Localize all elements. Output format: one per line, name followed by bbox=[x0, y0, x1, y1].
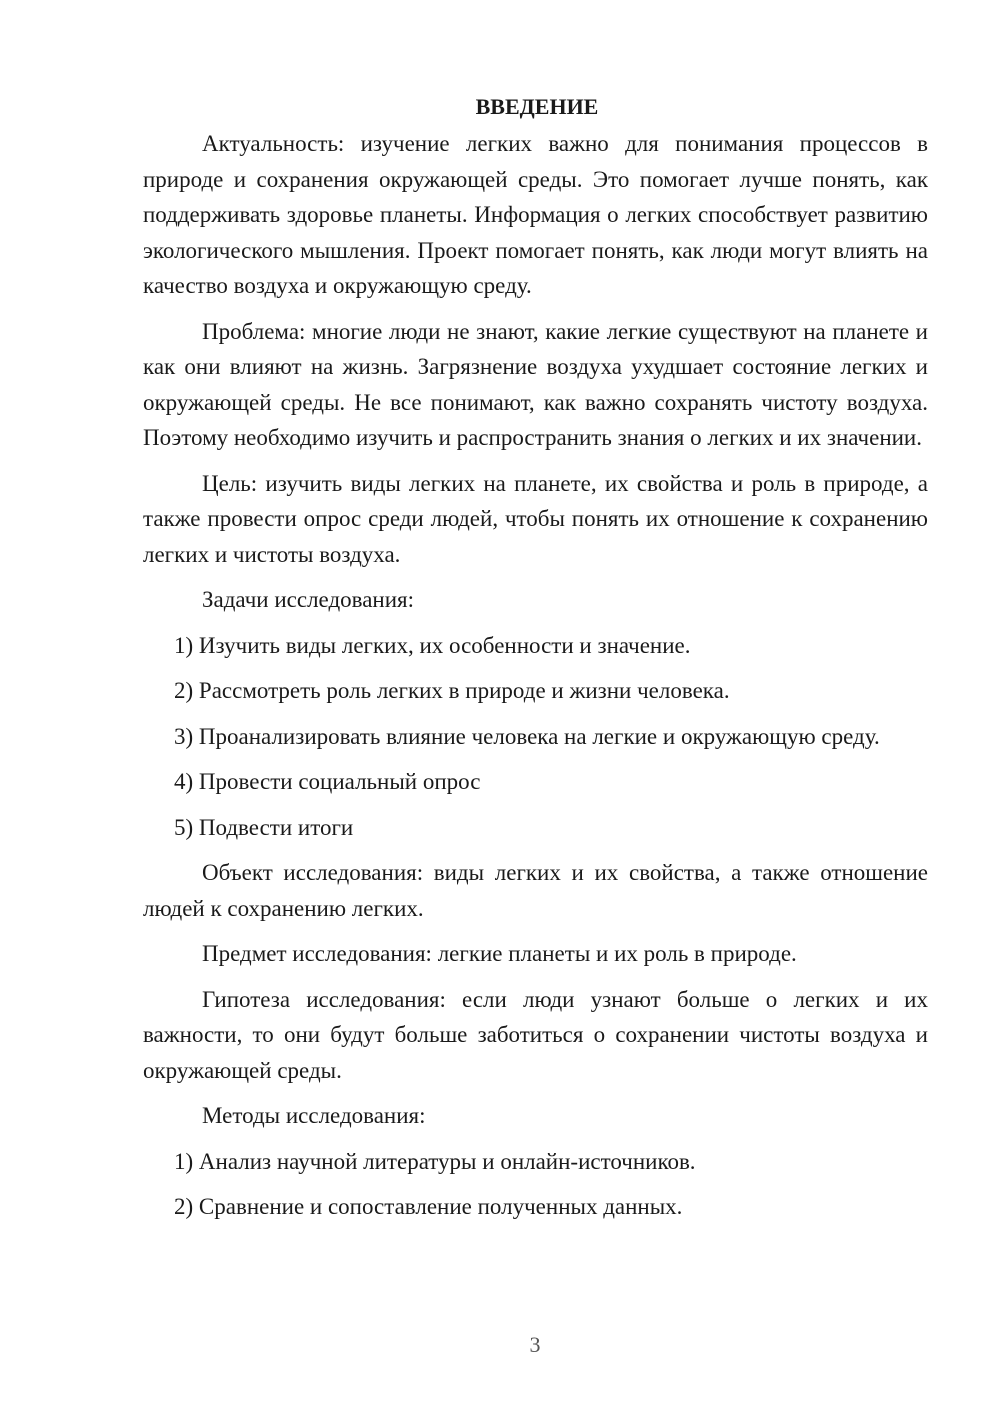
relevance-paragraph: Актуальность: изучение легких важно для понимания процессов в природе и сохранения окружающей среды. Это помогает лучше понять, как поддерживать здоровье планеты. Информация о легких способствует развитию экологического мышления. Проект помогает понять, как люди могут влиять на качество воздуха и окружающую среду. bbox=[143, 131, 928, 298]
tasks-heading: Задачи исследования: bbox=[202, 587, 415, 612]
document-page bbox=[143, 92, 928, 1235]
task-item-3: 3) Проанализировать влияние человека на легкие и окружающую среду. bbox=[174, 723, 880, 749]
task-item-1: 1) Изучить виды легких, их особенности и значение. bbox=[174, 632, 691, 658]
task-item-2: 2) Рассмотреть роль легких в природе и жизни человека. bbox=[174, 678, 730, 703]
problem-paragraph: Проблема: многие люди не знают, какие легкие существуют на планете и как они влияют на жизнь. Загрязнение воздуха ухудшает состояние легких и окружающей среды. Не все понимают, как важно сохранять чистоту воздуха. Поэтому необходимо изучить и распространить знания о легких и их значении. bbox=[143, 318, 928, 450]
page-number: 3 bbox=[529, 1332, 541, 1357]
method-item-1: 1) Анализ научной литературы и онлайн-источников. bbox=[174, 1148, 696, 1174]
hypothesis-paragraph: Гипотеза исследования: если люди узнают больше о легких и их важности, то они будут больше заботиться о сохранении чистоты воздуха и окружающей среды. bbox=[143, 986, 928, 1083]
object-paragraph: Объект исследования: виды легких и их свойства, а также отношение людей к сохранению легких. bbox=[143, 860, 928, 921]
task-item-4: 4) Провести социальный опрос bbox=[174, 769, 481, 794]
subject-paragraph: Предмет исследования: легкие планеты и их роль в природе. bbox=[202, 941, 797, 966]
goal-paragraph: Цель: изучить виды легких на планете, их свойства и роль в природе, а также провести опрос среди людей, чтобы понять их отношение к сохранению легких и чистоты воздуха. bbox=[143, 470, 928, 567]
section-title: ВВЕДЕНИЕ bbox=[475, 94, 599, 119]
task-item-5: 5) Подвести итоги bbox=[174, 814, 354, 840]
method-item-2: 2) Сравнение и сопоставление полученных данных. bbox=[174, 1194, 683, 1219]
methods-heading: Методы исследования: bbox=[202, 1103, 426, 1128]
